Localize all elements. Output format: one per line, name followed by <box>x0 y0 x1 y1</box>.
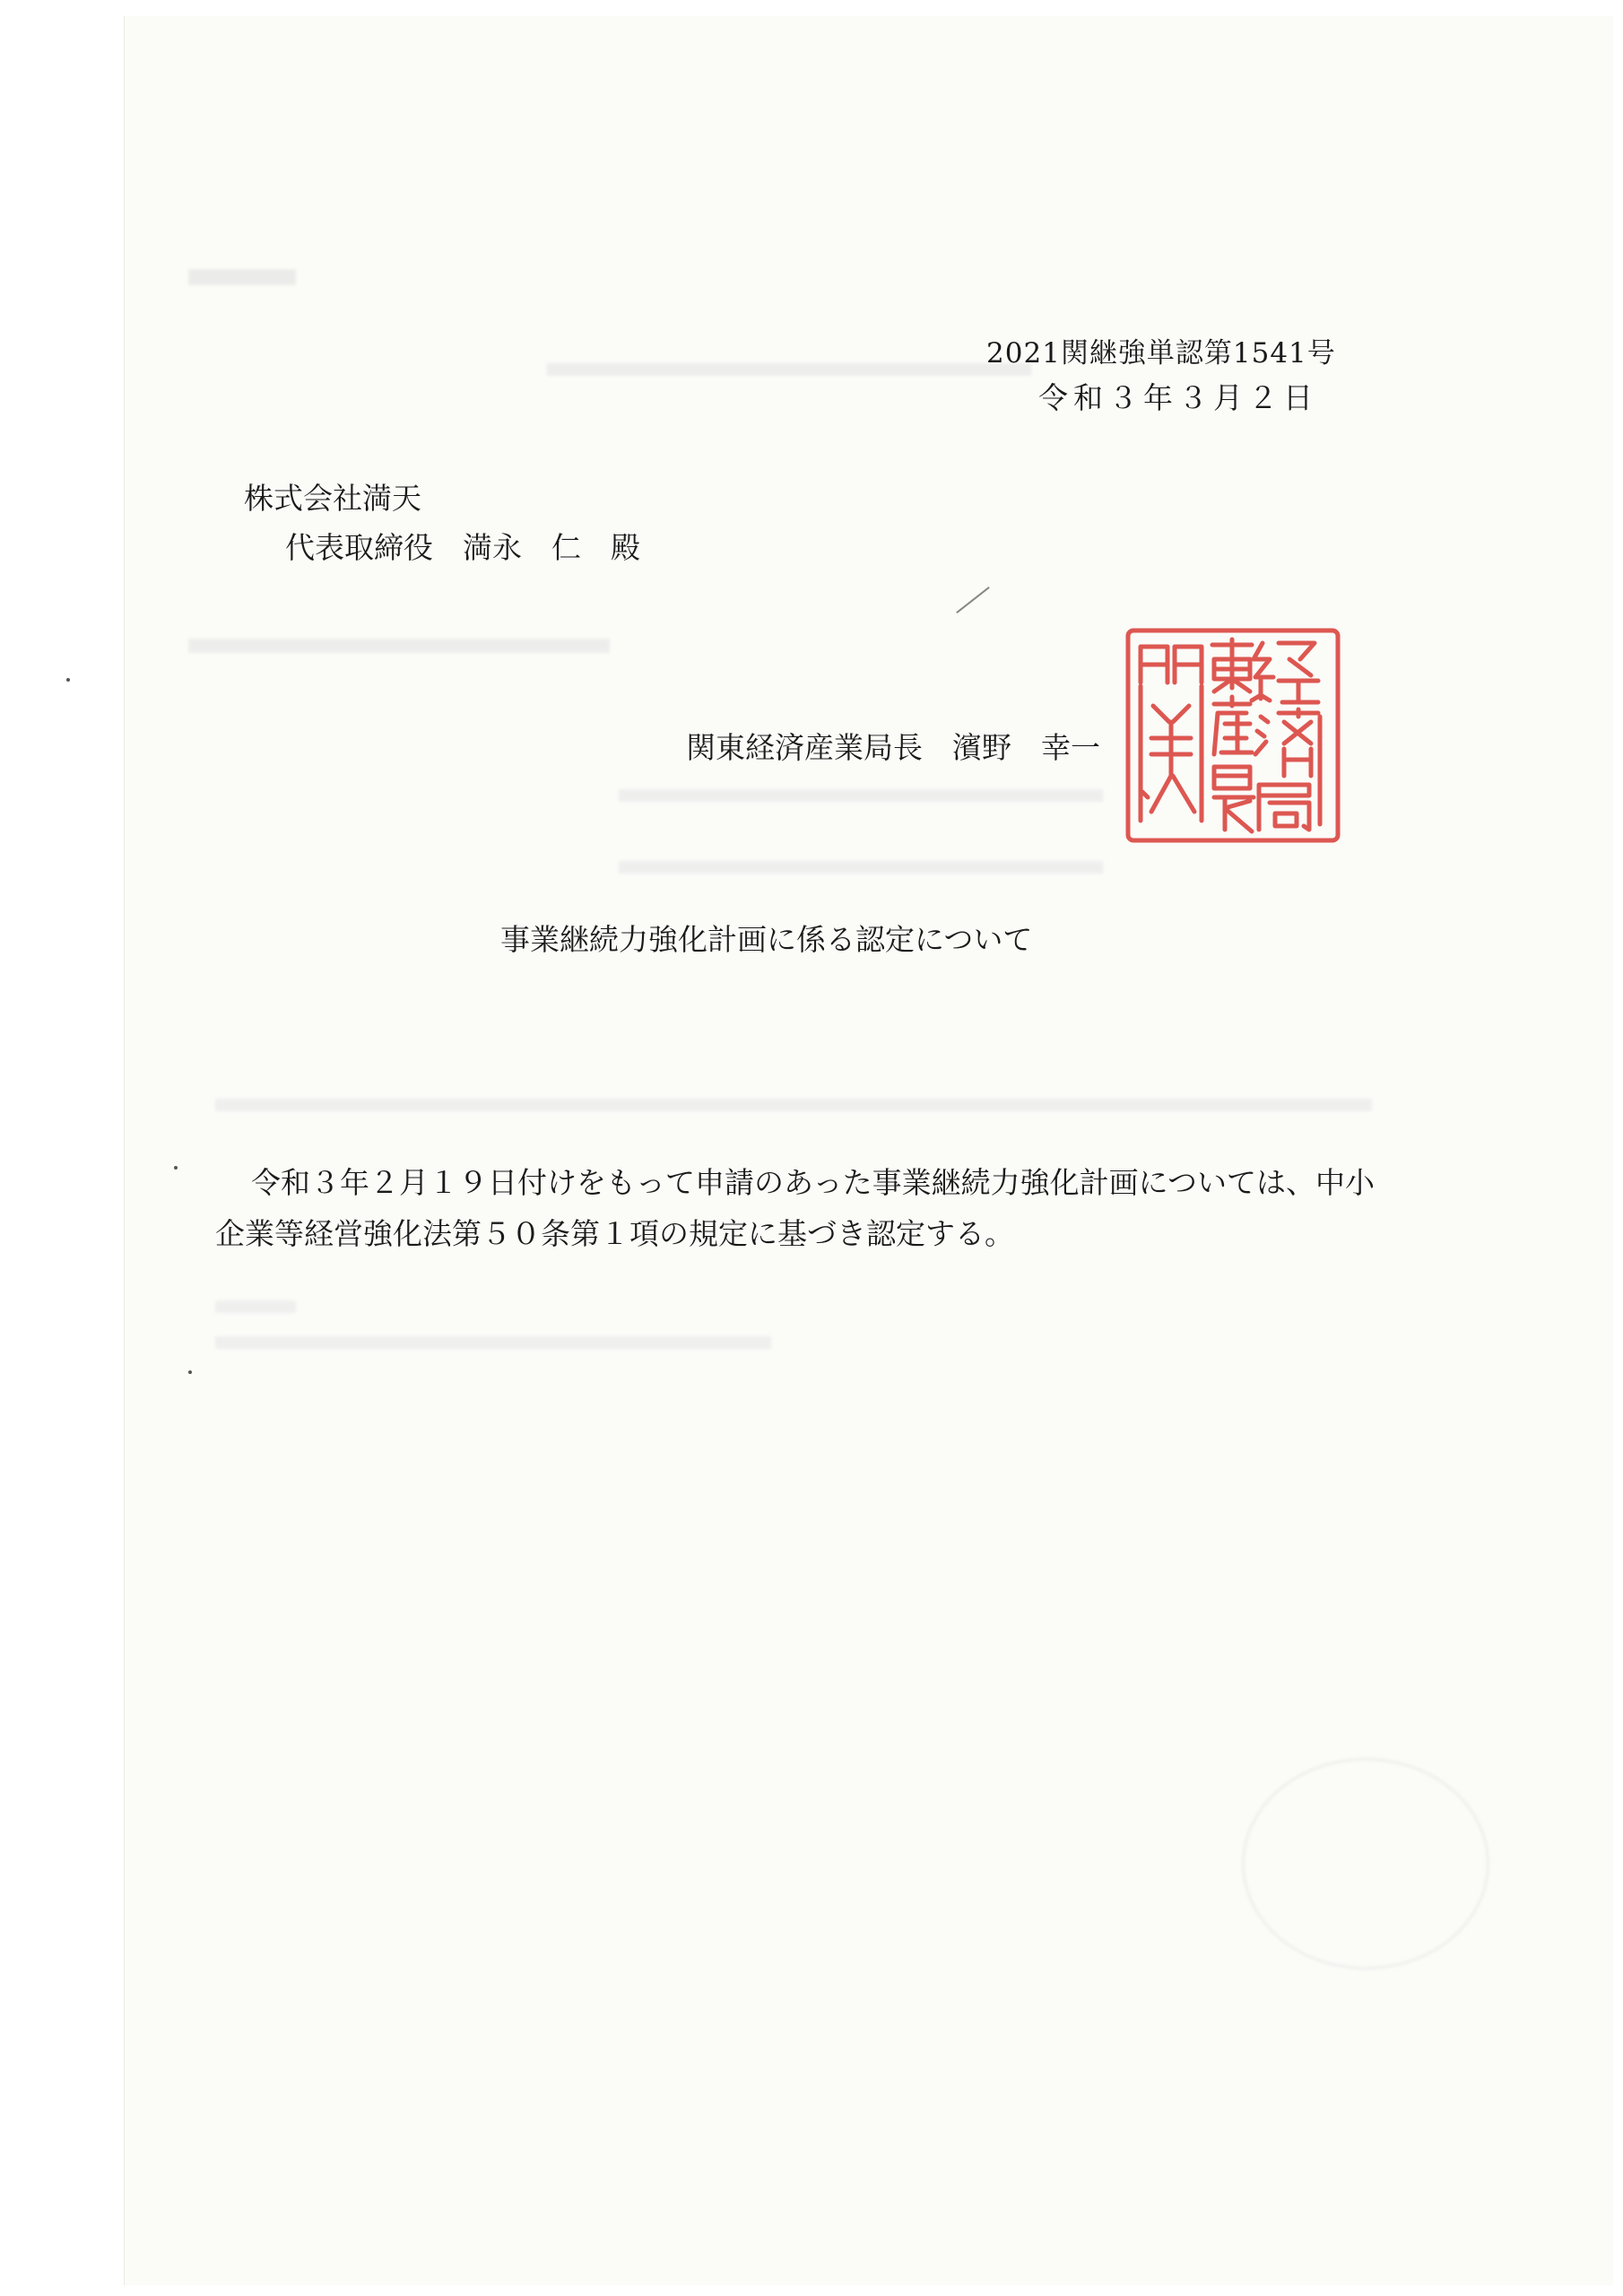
show-through-line <box>215 1099 1372 1111</box>
document-body: 令和３年２月１９日付けをもって申請のあった事業継続力強化計画については、中小企業等経営強化法第５０条第１項の規定に基づき認定する。 <box>215 1165 1376 1251</box>
show-through-line <box>188 269 296 285</box>
document-date: 令和３年３月２日 <box>1038 380 1318 415</box>
show-through-line <box>619 861 1103 874</box>
show-through-line <box>215 1336 771 1349</box>
scan-speck <box>188 1370 192 1374</box>
show-through-line <box>188 639 610 653</box>
recipient-person: 代表取締役 満永 仁 殿 <box>285 530 640 565</box>
show-through-line <box>547 363 1031 376</box>
scan-speck <box>66 678 70 682</box>
issuer-name: 関東経済産業局長 濱野 幸一 <box>686 730 1100 765</box>
show-through-stamp <box>1242 1758 1489 1970</box>
scan-speck <box>174 1166 178 1170</box>
document-subject: 事業継続力強化計画に係る認定について <box>500 922 1033 957</box>
document-number: 2021関継強単認第1541号 <box>986 337 1336 370</box>
recipient-company: 株式会社満天 <box>244 481 421 516</box>
official-seal-icon <box>1121 623 1345 848</box>
show-through-line <box>619 789 1103 802</box>
show-through-line <box>215 1300 296 1313</box>
